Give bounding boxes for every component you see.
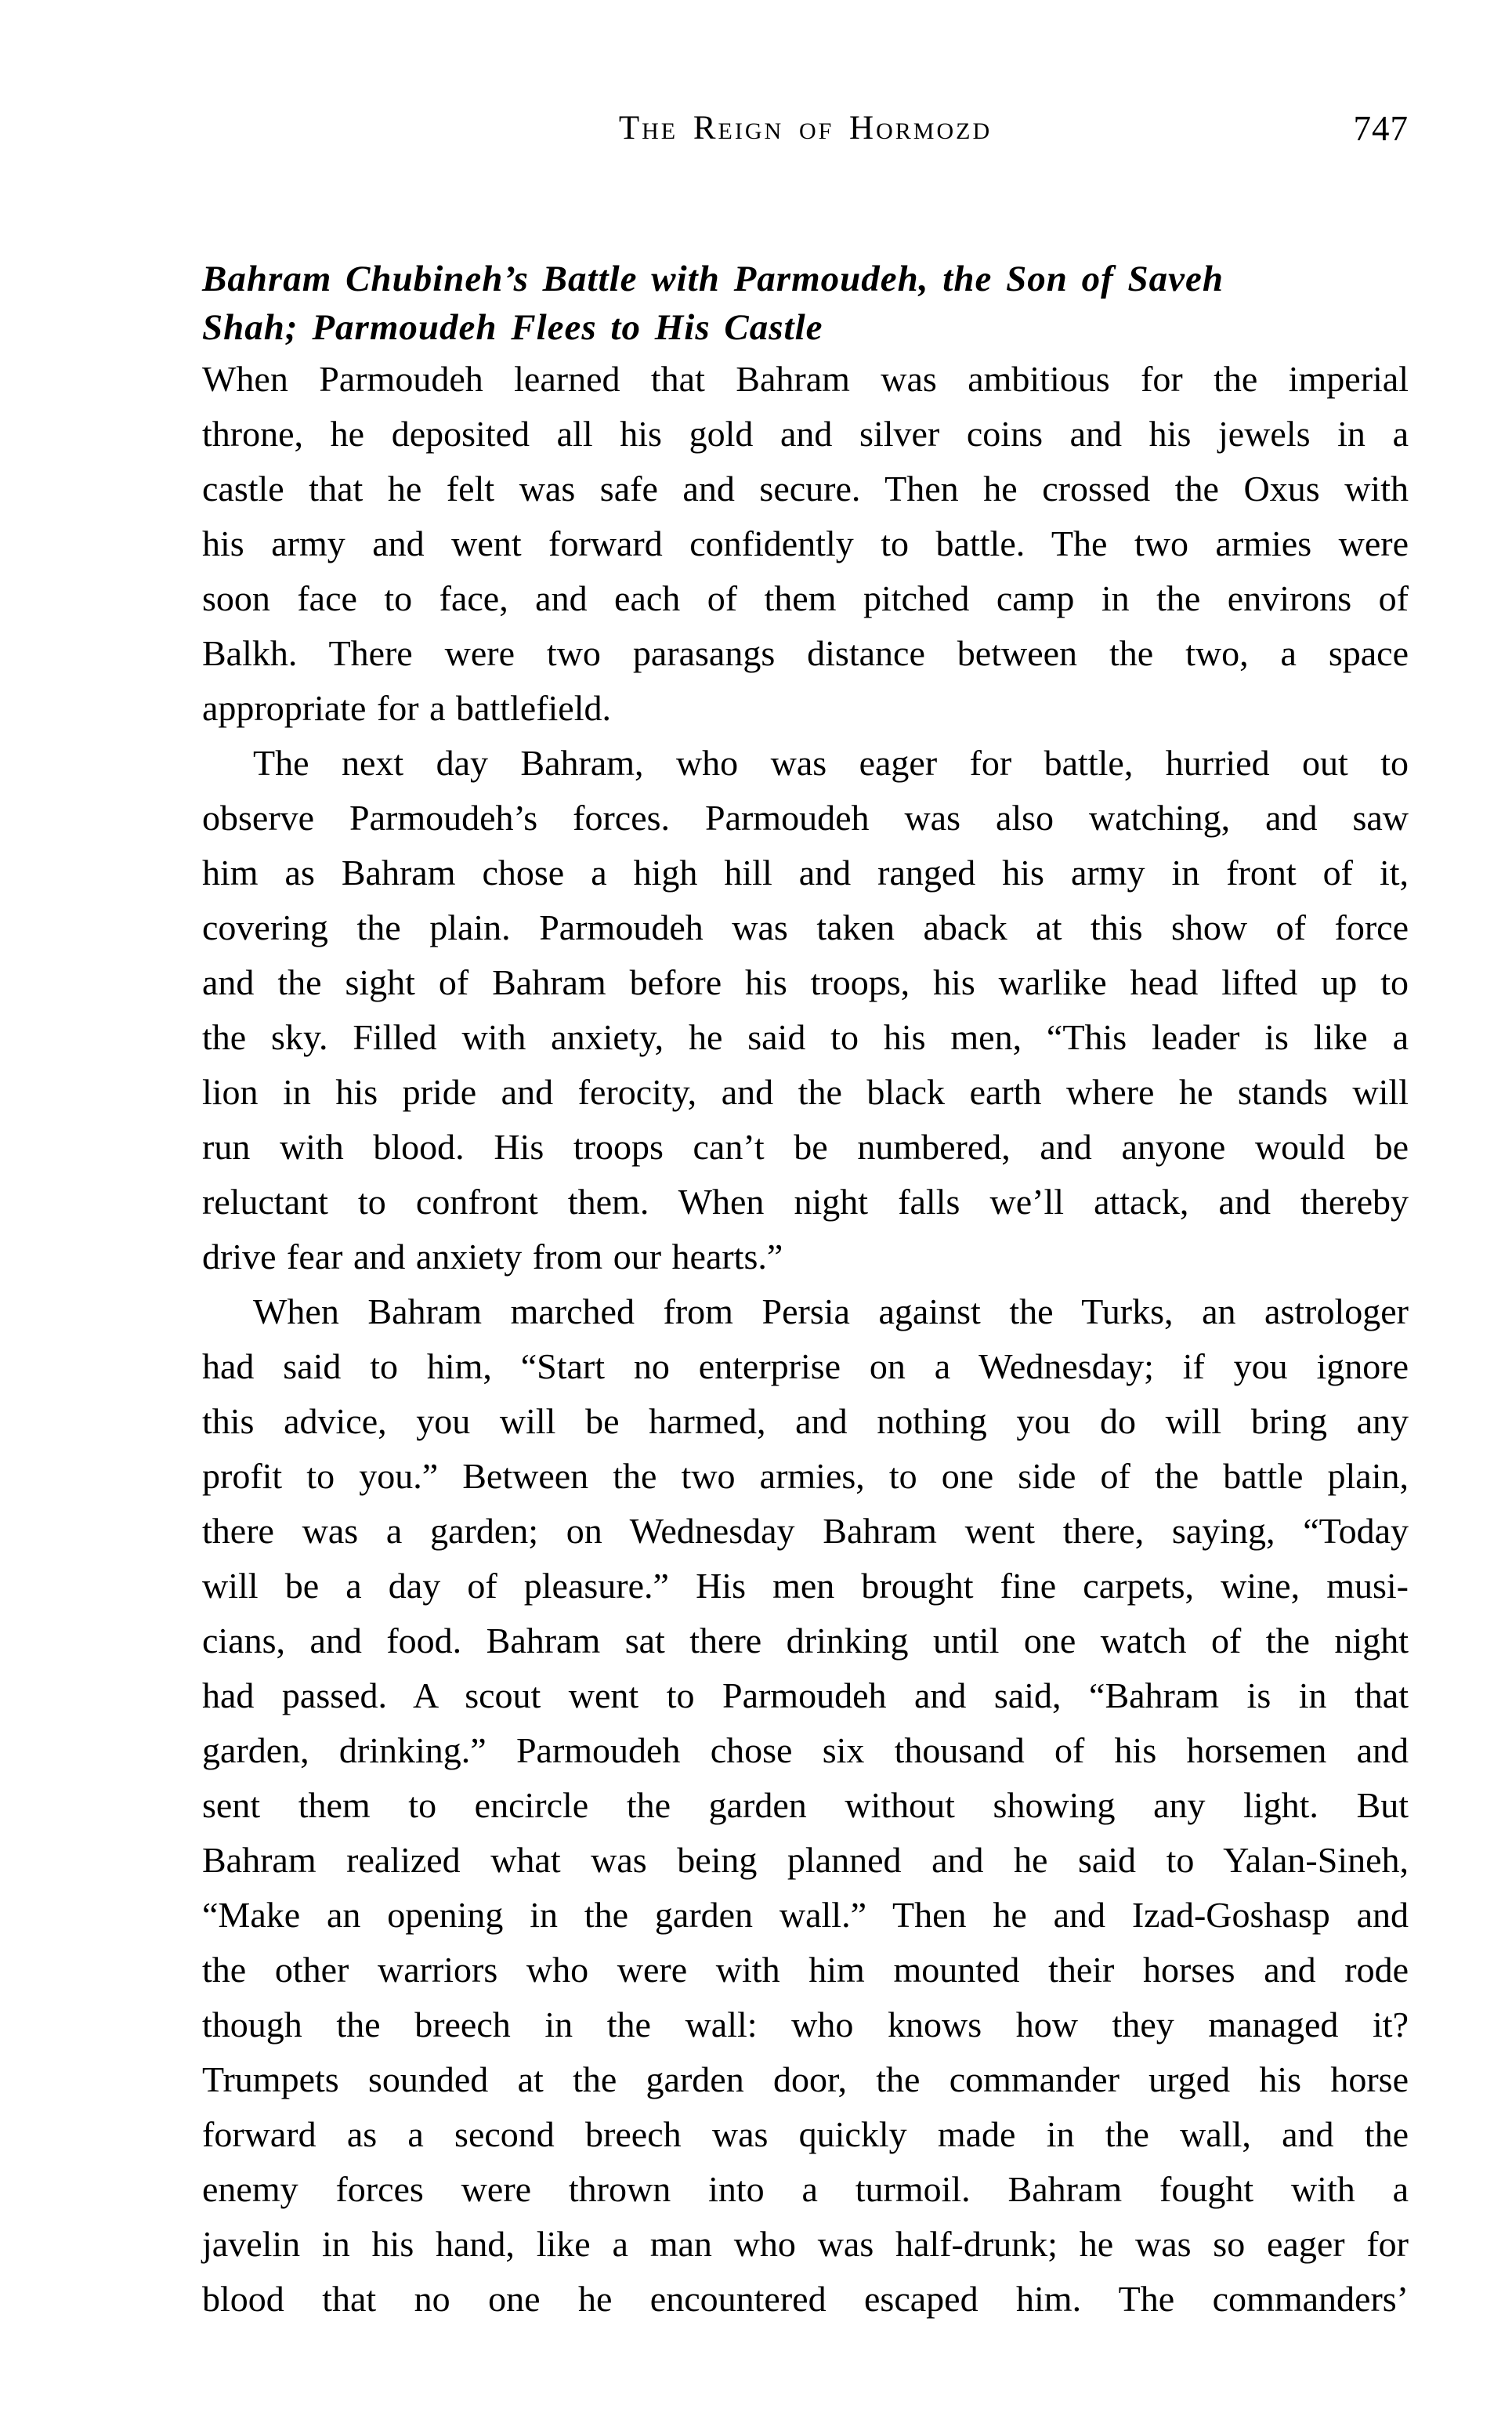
text-line: the other warriors who were with him mounted their horses and rode: [202, 1950, 1409, 1990]
heading-line: Bahram Chubineh’s Battle with Parmoudeh, the Son of Saveh: [202, 259, 1224, 299]
text-line: soon face to face, and each of them pitched camp in the environs of: [202, 578, 1409, 618]
text-line: enemy forces were thrown into a turmoil. Bahram fought with a: [202, 2169, 1409, 2209]
text-line: observe Parmoudeh’s forces. Parmoudeh was also watching, and saw: [202, 798, 1409, 838]
running-header-title: The Reign of Hormozd: [618, 110, 993, 147]
text-line: had said to him, “Start no enterprise on a Wednesday; if you ignore: [202, 1346, 1409, 1386]
text-line: reluctant to confront them. When night falls we’ll attack, and thereby: [202, 1182, 1409, 1222]
text-line: had passed. A scout went to Parmoudeh and said, “Bahram is in that: [202, 1675, 1409, 1715]
text-line: forward as a second breech was quickly made in the wall, and the: [202, 2114, 1409, 2154]
text-line: profit to you.” Between the two armies, to one side of the battle plain,: [202, 1456, 1409, 1496]
heading-line: Shah; Parmoudeh Flees to His Castle: [202, 307, 823, 348]
text-line: his army and went forward confidently to battle. The two armies were: [202, 523, 1409, 563]
text-line: When Parmoudeh learned that Bahram was ambitious for the imperial: [202, 359, 1409, 399]
text-line: this advice, you will be harmed, and nothing you do will bring any: [202, 1401, 1409, 1441]
section-heading: [202, 255, 1413, 352]
text-line: castle that he felt was safe and secure. Then he crossed the Oxus with: [202, 469, 1409, 509]
text-line: there was a garden; on Wednesday Bahram went there, saying, “Today: [202, 1511, 1409, 1551]
text-line: drive fear and anxiety from our hearts.”: [202, 1237, 783, 1277]
running-header: [202, 108, 1409, 149]
text-line: appropriate for a battlefield.: [202, 688, 611, 728]
text-line: covering the plain. Parmoudeh was taken aback at this show of force: [202, 907, 1409, 947]
text-line: blood that no one he encountered escaped him. The commanders’: [202, 2279, 1409, 2319]
text-line: will be a day of pleasure.” His men brought fine carpets, wine, musi-: [202, 1566, 1409, 1606]
text-line: lion in his pride and ferocity, and the black earth where he stands will: [202, 1072, 1409, 1112]
body-text: [202, 352, 1409, 2327]
text-line: javelin in his hand, like a man who was half-drunk; he was so eager for: [202, 2224, 1409, 2264]
text-line: When Bahram marched from Persia against the Turks, an astrologer: [253, 1291, 1409, 1331]
text-line: cians, and food. Bahram sat there drinking until one watch of the night: [202, 1621, 1409, 1661]
text-line: run with blood. His troops can’t be numbered, and anyone would be: [202, 1127, 1409, 1167]
text-line: throne, he deposited all his gold and silver coins and his jewels in a: [202, 414, 1409, 454]
text-line: The next day Bahram, who was eager for battle, hurried out to: [253, 743, 1409, 783]
text-line: Bahram realized what was being planned and he said to Yalan-Sineh,: [202, 1840, 1409, 1880]
text-line: the sky. Filled with anxiety, he said to his men, “This leader is like a: [202, 1017, 1409, 1057]
page-number: 747: [1353, 109, 1409, 148]
text-line: “Make an opening in the garden wall.” Then he and Izad-Goshasp and: [202, 1895, 1409, 1935]
text-line: Trumpets sounded at the garden door, the commander urged his horse: [202, 2059, 1409, 2099]
text-line: garden, drinking.” Parmoudeh chose six thousand of his horsemen and: [202, 1730, 1409, 1770]
text-line: though the breech in the wall: who knows how they managed it?: [202, 2005, 1409, 2045]
text-line: him as Bahram chose a high hill and ranged his army in front of it,: [202, 853, 1409, 893]
text-line: and the sight of Bahram before his troops, his warlike head lifted up to: [202, 962, 1409, 1002]
text-line: sent them to encircle the garden without showing any light. But: [202, 1785, 1409, 1825]
text-line: Balkh. There were two parasangs distance between the two, a space: [202, 633, 1409, 673]
